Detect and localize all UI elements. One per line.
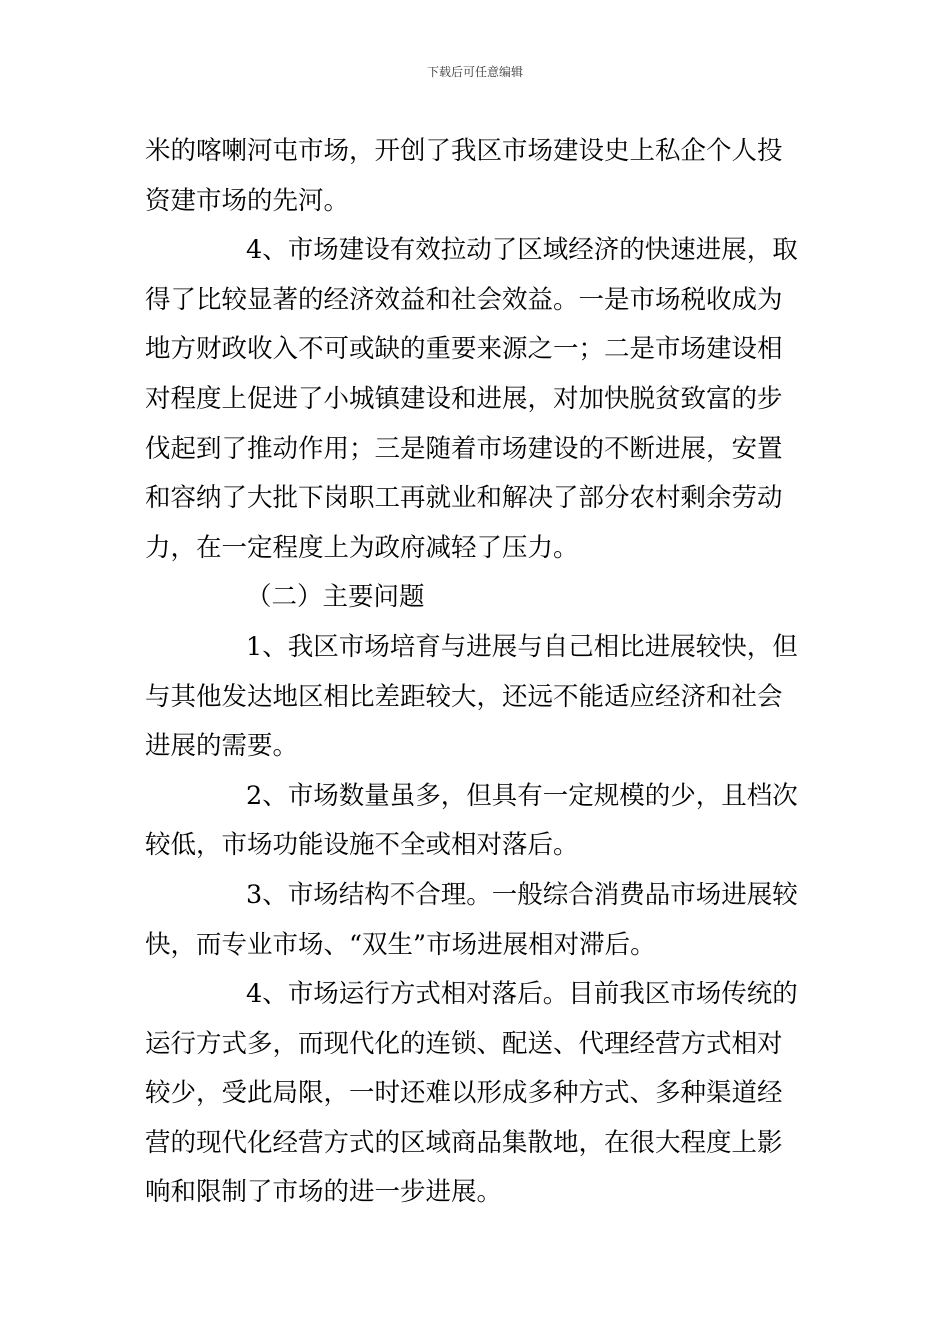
text-line: 较少，受此局限，一时还难以形成多种方式、多种渠道经 [145,1078,783,1109]
section-heading [145,573,811,623]
text-line: 地方财政收入不可或缺的重要来源之一；二是市场建设相 [145,334,783,365]
text-line: 和容纳了大批下岗职工再就业和解决了部分农村剩余劳动 [145,483,783,514]
text-line: 4、市场运行方式相对落后。目前我区市场传统的 [246,979,798,1010]
text-line: 2、市场数量虽多，但具有一定规模的少，且档次 [246,780,798,811]
text-line: 资建市场的先河。 [145,185,350,216]
text-line: 较低，市场功能设施不全或相对落后。 [145,830,579,861]
text-line: 米的喀喇河屯市场，开创了我区市场建设史上私企个人投 [145,136,783,166]
paragraph-1 [145,127,811,226]
text-line: 伐起到了推动作用；三是随着市场建设的不断进展，安置 [145,433,783,464]
section-heading-text: （二）主要问题 [246,582,425,613]
paragraph-5 [145,871,811,970]
text-line: 营的现代化经营方式的区域商品集散地，在很大程度上影 [145,1127,783,1158]
paragraph-4 [145,772,811,871]
text-line: 运行方式多，而现代化的连锁、配送、代理经营方式相对 [145,1028,783,1059]
text-line: 3、市场结构不合理。一般综合消费品市场进展较 [246,879,798,910]
text-line: 1、我区市场培育与进展与自己相比进展较快，但 [246,631,798,662]
text-line: 力，在一定程度上为政府减轻了压力。 [145,532,579,563]
text-line: 响和限制了市场的进一步进展。 [145,1177,503,1208]
document-body [145,127,811,1218]
text-line: 得了比较显著的经济效益和社会效益。一是市场税收成为 [145,284,783,315]
text-line: 对程度上促进了小城镇建设和进展，对加快脱贫致富的步 [145,383,783,414]
text-line: 快，而专业市场、“双生”市场进展相对滞后。 [145,929,656,960]
page-header: 下载后可任意编辑 [426,65,523,79]
text-line: 与其他发达地区相比差距较大，还远不能适应经济和社会 [145,681,783,712]
paragraph-3 [145,623,811,772]
paragraph-6 [145,970,811,1218]
text-line: 4、市场建设有效拉动了区域经济的快速进展，取 [246,235,798,266]
text-line: 进展的需要。 [145,731,299,762]
paragraph-2 [145,226,811,573]
